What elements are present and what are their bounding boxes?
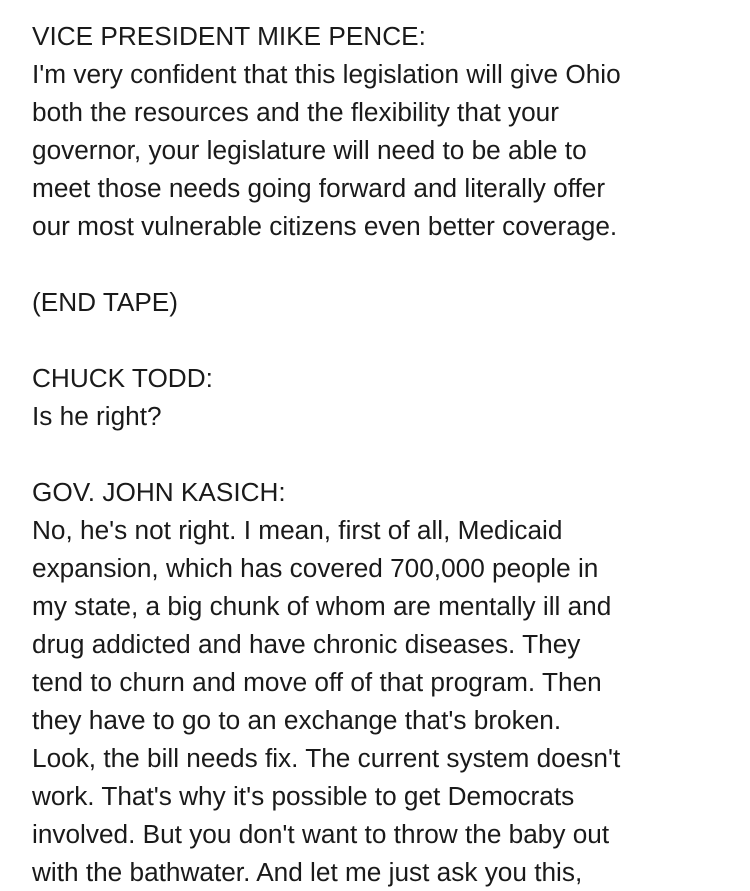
pence-line-3: governor, your legislature will need to be able to — [32, 135, 587, 165]
pence-line-4: meet those needs going forward and literally offer — [32, 173, 606, 203]
transcript-document — [32, 17, 742, 891]
pence-line-1: I'm very confident that this legislation will give Ohio — [32, 59, 621, 89]
kasich-line-9: involved. But you don't want to throw the baby out — [32, 819, 610, 849]
speaker-label-kasich: GOV. JOHN KASICH: — [32, 477, 286, 507]
todd-block — [32, 359, 742, 435]
kasich-line-4: drug addicted and have chronic diseases. They — [32, 629, 581, 659]
kasich-block — [32, 473, 742, 891]
kasich-line-10: with the bathwater. And let me just ask you this, — [32, 857, 583, 887]
kasich-line-8: work. That's why it's possible to get Democrats — [32, 781, 575, 811]
kasich-line-2: expansion, which has covered 700,000 people in — [32, 553, 599, 583]
speaker-label-todd: CHUCK TODD: — [32, 363, 213, 393]
paragraph-spacer — [32, 321, 742, 359]
kasich-line-6: they have to go to an exchange that's broken. — [32, 705, 562, 735]
paragraph-spacer — [32, 435, 742, 473]
todd-line-1: Is he right? — [32, 401, 162, 431]
pence-block — [32, 17, 742, 245]
end-tape-marker: (END TAPE) — [32, 287, 178, 317]
kasich-line-1: No, he's not right. I mean, first of all, Medicaid — [32, 515, 563, 545]
kasich-line-7: Look, the bill needs fix. The current system doesn't — [32, 743, 621, 773]
kasich-line-3: my state, a big chunk of whom are mentally ill and — [32, 591, 612, 621]
kasich-line-5: tend to churn and move off of that program. Then — [32, 667, 602, 697]
speaker-label-pence: VICE PRESIDENT MIKE PENCE: — [32, 21, 426, 51]
pence-line-5: our most vulnerable citizens even better coverage. — [32, 211, 618, 241]
pence-line-2: both the resources and the flexibility that your — [32, 97, 559, 127]
paragraph-spacer — [32, 245, 742, 283]
